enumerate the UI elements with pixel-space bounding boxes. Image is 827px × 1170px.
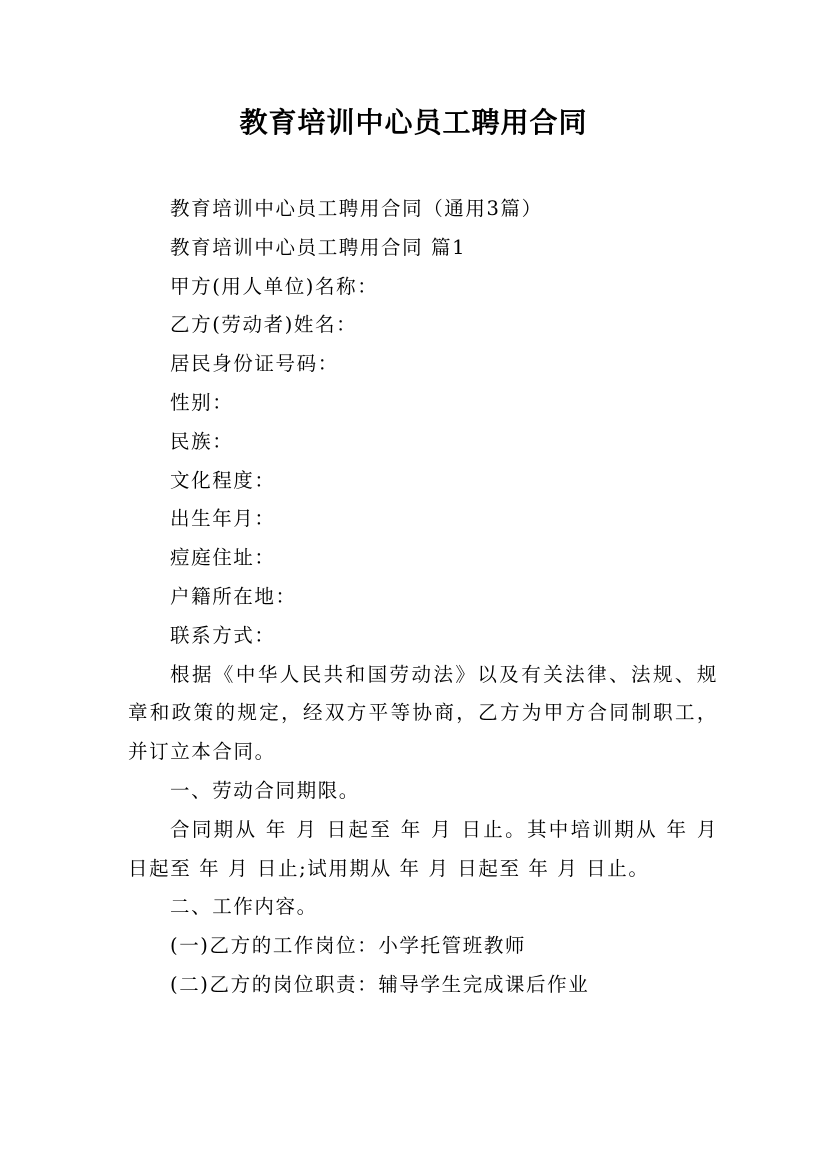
- document-body: [128, 190, 718, 1005]
- paragraph-section-heading: 教育培训中心员工聘用合同 篇1: [170, 235, 467, 259]
- clause-work-position: (一)乙方的工作岗位：小学托管班教师: [170, 934, 527, 958]
- field-household-registration: 户籍所在地：: [170, 584, 297, 608]
- clause-heading-work: 二、工作内容。: [170, 895, 318, 919]
- field-gender: 性别：: [170, 390, 234, 414]
- document-title: 教育培训中心员工聘用合同: [239, 106, 588, 139]
- clause-work-duties: (二)乙方的岗位职责：辅导学生完成课后作业: [170, 972, 590, 996]
- clause-term-text: 合同期从 年 月 日起至 年 月 日止。其中培训期从 年 月 日起至 年 月 日止;试用期从 年 月 日起至 年 月 日止。: [128, 817, 718, 880]
- clause-heading-term: 一、劳动合同期限。: [170, 778, 360, 802]
- field-home-address: 痘庭住址：: [170, 546, 276, 570]
- field-id-number: 居民身份证号码：: [170, 352, 339, 376]
- field-party-b-name: 乙方(劳动者)姓名：: [170, 313, 358, 337]
- paragraph-subtitle: 教育培训中心员工聘用合同（通用3篇）: [170, 197, 543, 220]
- field-party-a-name: 甲方(用人单位)名称：: [170, 274, 379, 298]
- paragraph-preamble: 根据《中华人民共和国劳动法》以及有关法律、法规、规章和政策的规定，经双方平等协商，乙方为甲方合同制职工，并订立本合同。: [128, 662, 718, 764]
- field-education: 文化程度：: [170, 468, 276, 492]
- field-contact: 联系方式：: [170, 623, 276, 647]
- field-ethnicity: 民族：: [170, 429, 234, 453]
- field-birth-date: 出生年月：: [170, 507, 276, 531]
